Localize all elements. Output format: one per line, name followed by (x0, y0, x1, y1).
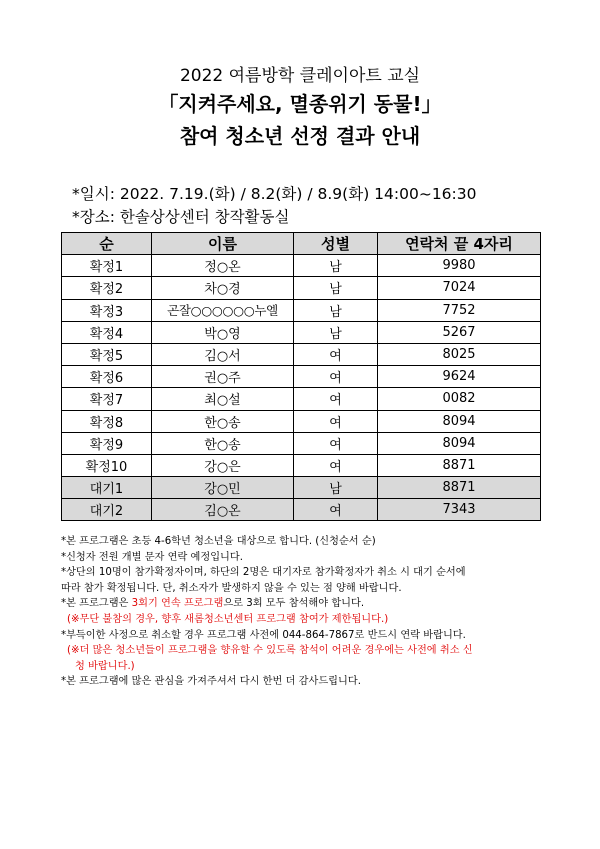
table-row (62, 454, 541, 476)
title-line-3: 참여 청소년 선정 결과 안내 (179, 124, 421, 148)
cell-name: 박○영 (152, 321, 294, 343)
note-cancel-request-line1: (※더 많은 청소년들이 프로그램을 향유할 수 있도록 참석이 어려운 경우에는 사전에 취소 신 (67, 645, 473, 657)
cell-contact: 8094 (378, 410, 541, 432)
header-gender: 성별 (294, 233, 378, 255)
cell-contact: 0082 (378, 388, 541, 410)
cell-order: 확정8 (62, 410, 152, 432)
cell-order: 대기2 (62, 499, 152, 521)
cell-name: 권○주 (152, 366, 294, 388)
cell-contact: 9624 (378, 366, 541, 388)
cell-gender: 남 (294, 477, 378, 499)
schedule-info: *일시: 2022. 7.19.(화) / 8.2(화) / 8.9(화) 14:00~16:30 (72, 185, 477, 203)
cell-gender: 여 (294, 388, 378, 410)
cell-contact: 8871 (378, 477, 541, 499)
cell-gender: 여 (294, 366, 378, 388)
cell-gender: 여 (294, 343, 378, 365)
table-row (62, 388, 541, 410)
waitlist-row (62, 477, 541, 499)
cell-name: 최○설 (152, 388, 294, 410)
cell-gender: 남 (294, 255, 378, 277)
table-row (62, 255, 541, 277)
table-row (62, 432, 541, 454)
cell-order: 확정2 (62, 277, 152, 299)
cell-name: 차○경 (152, 277, 294, 299)
cell-order: 확정4 (62, 321, 152, 343)
cell-contact: 7343 (378, 499, 541, 521)
note-no-show-warning: (※무단 불참의 경우, 향후 새롬청소년센터 프로그램 참여가 제한됩니다.) (67, 613, 389, 625)
cell-order: 확정9 (62, 432, 152, 454)
cell-name: 정○온 (152, 255, 294, 277)
cell-gender: 남 (294, 321, 378, 343)
table-row (62, 277, 541, 299)
place-info: *장소: 한솔상상센터 창작활동실 (72, 208, 290, 226)
table-row (62, 321, 541, 343)
cell-name: 강○은 (152, 454, 294, 476)
cell-contact: 8094 (378, 432, 541, 454)
cell-name: 곤잘○○○○○○누엘 (152, 299, 294, 321)
note-sms-contact: *신청자 전원 개별 문자 연락 예정입니다. (61, 551, 243, 563)
cell-name: 강○민 (152, 477, 294, 499)
note-waitlist-line1: *상단의 10명이 참가확정자이며, 하단의 2명은 대기자로 참가확정자가 취소 시 대기 순서에 (61, 567, 466, 579)
table-row (62, 343, 541, 365)
cell-order: 확정5 (62, 343, 152, 365)
cell-name: 김○온 (152, 499, 294, 521)
cell-order: 확정1 (62, 255, 152, 277)
note-waitlist-line2: 따라 참가 확정됩니다. 단, 취소자가 발생하지 않을 수 있는 점 양해 바랍니다. (61, 582, 402, 594)
header-order: 순 (62, 233, 152, 255)
cell-contact: 8025 (378, 343, 541, 365)
note-cancel-request-line2: 청 바랍니다.) (75, 660, 135, 672)
cell-contact: 5267 (378, 321, 541, 343)
cell-order: 대기1 (62, 477, 152, 499)
cell-contact: 7024 (378, 277, 541, 299)
cell-name: 김○서 (152, 343, 294, 365)
cell-gender: 여 (294, 410, 378, 432)
notes-section (61, 534, 545, 690)
cell-contact: 9980 (378, 255, 541, 277)
cell-name: 한○송 (152, 432, 294, 454)
note-thanks: *본 프로그램에 많은 관심을 가져주셔서 다시 한번 더 감사드립니다. (61, 676, 361, 688)
cell-contact: 7752 (378, 299, 541, 321)
note-attendance-post: 으로 3회 모두 참석해야 합니다. (223, 598, 365, 610)
note-attendance-pre: *본 프로그램은 (61, 598, 132, 610)
note-target-audience: *본 프로그램은 초등 4-6학년 청소년을 대상으로 합니다. (신청순서 순) (61, 536, 376, 547)
waitlist-row (62, 499, 541, 521)
cell-order: 확정6 (62, 366, 152, 388)
document-title-block (0, 64, 600, 151)
table-row (62, 299, 541, 321)
note-attendance (61, 596, 545, 612)
cell-order: 확정7 (62, 388, 152, 410)
table-header-row (62, 233, 541, 255)
note-cancellation: *부득이한 사정으로 취소할 경우 프로그램 사전에 044-864-7867로 반드시 연락 바랍니다. (61, 629, 466, 641)
header-contact: 연락처 끝 4자리 (378, 233, 541, 255)
cell-order: 확정3 (62, 299, 152, 321)
cell-gender: 남 (294, 299, 378, 321)
cell-gender: 여 (294, 432, 378, 454)
cell-gender: 여 (294, 499, 378, 521)
participant-table (61, 232, 541, 521)
title-line-2: 「지켜주세요, 멸종위기 동물!」 (158, 92, 442, 116)
cell-gender: 남 (294, 277, 378, 299)
cell-order: 확정10 (62, 454, 152, 476)
note-attendance-highlight: 3회기 연속 프로그램 (131, 598, 224, 610)
cell-name: 한○송 (152, 410, 294, 432)
cell-contact: 8871 (378, 454, 541, 476)
table-row (62, 366, 541, 388)
header-name: 이름 (152, 233, 294, 255)
table-row (62, 410, 541, 432)
title-line-1: 2022 여름방학 클레이아트 교실 (179, 66, 421, 86)
cell-gender: 여 (294, 454, 378, 476)
